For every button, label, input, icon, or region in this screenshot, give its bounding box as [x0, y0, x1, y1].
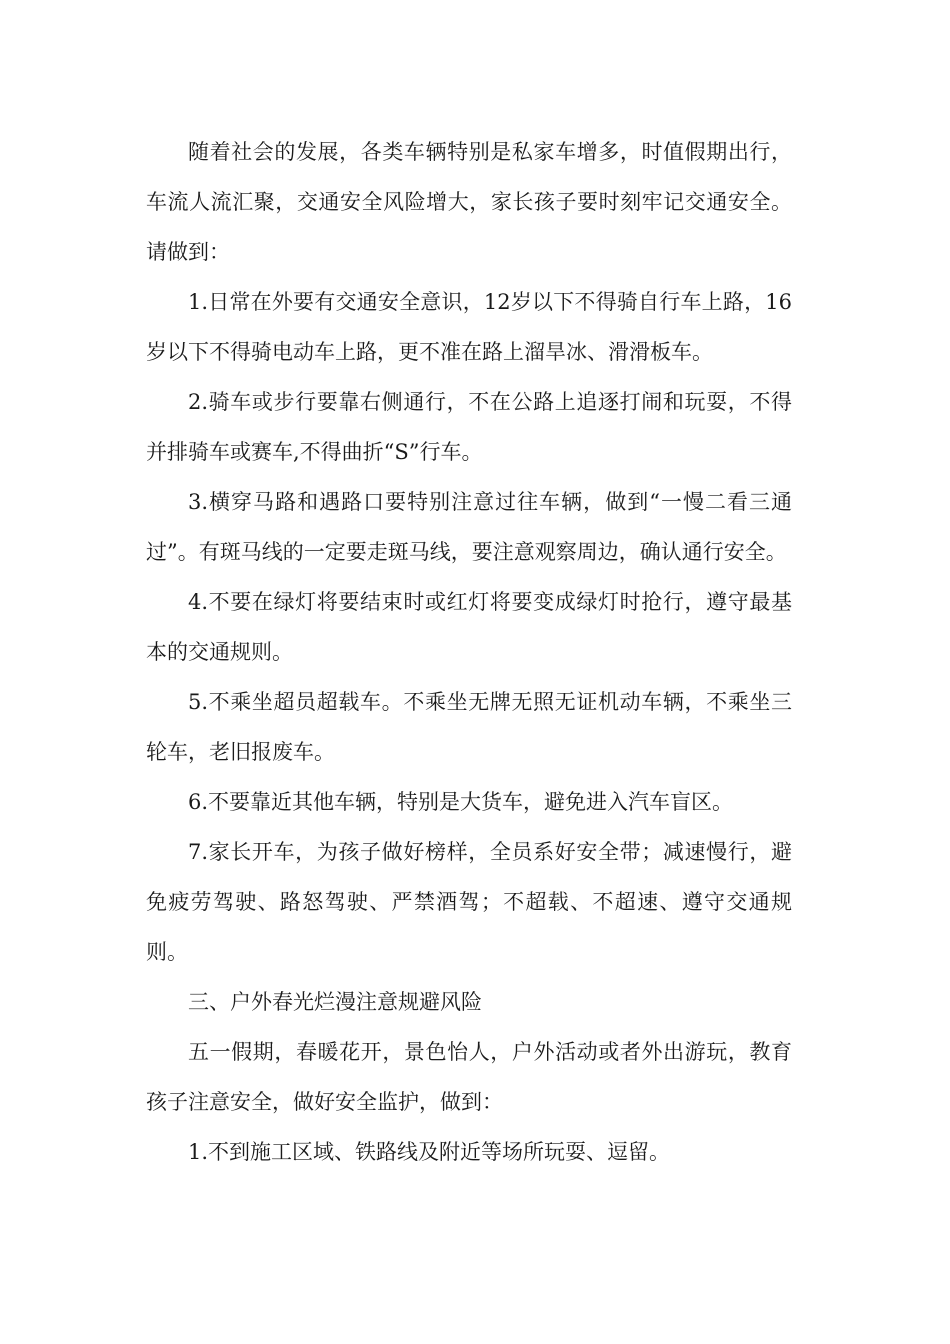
document-body	[146, 127, 792, 1177]
traffic-rule-3: 3.横穿马路和遇路口要特别注意过往车辆，做到“一慢二看三通过”。有斑马线的一定要走斑马线，要注意观察周边，确认通行安全。	[146, 490, 792, 564]
traffic-rule-2: 2.骑车或步行要靠右侧通行，不在公路上追逐打闹和玩耍，不得并排骑车或赛车,不得曲折“S”行车。	[146, 390, 792, 464]
intro-paragraph: 随着社会的发展，各类车辆特别是私家车增多，时值假期出行，车流人流汇聚，交通安全风险增大，家长孩子要时刻牢记交通安全。请做到：	[146, 140, 792, 264]
traffic-rule-6: 6.不要靠近其他车辆，特别是大货车，避免进入汽车盲区。	[188, 790, 734, 814]
traffic-rule-7: 7.家长开车，为孩子做好榜样，全员系好安全带；减速慢行，避免疲劳驾驶、路怒驾驶、严禁酒驾；不超载、不超速、遵守交通规则。	[146, 840, 792, 964]
traffic-rule-1: 1.日常在外要有交通安全意识，12岁以下不得骑自行车上路，16岁以下不得骑电动车上路，更不准在路上溜旱冰、滑滑板车。	[146, 290, 792, 364]
section-heading-outdoor: 三、户外春光烂漫注意规避风险	[188, 990, 482, 1014]
traffic-rule-5: 5.不乘坐超员超载车。不乘坐无牌无照无证机动车辆，不乘坐三轮车，老旧报废车。	[146, 690, 792, 764]
outdoor-intro-paragraph: 五一假期，春暖花开，景色怡人，户外活动或者外出游玩，教育孩子注意安全，做好安全监护，做到：	[146, 1040, 792, 1114]
traffic-rule-4: 4.不要在绿灯将要结束时或红灯将要变成绿灯时抢行，遵守最基本的交通规则。	[146, 590, 792, 664]
outdoor-rule-1: 1.不到施工区域、铁路线及附近等场所玩耍、逗留。	[188, 1140, 671, 1164]
